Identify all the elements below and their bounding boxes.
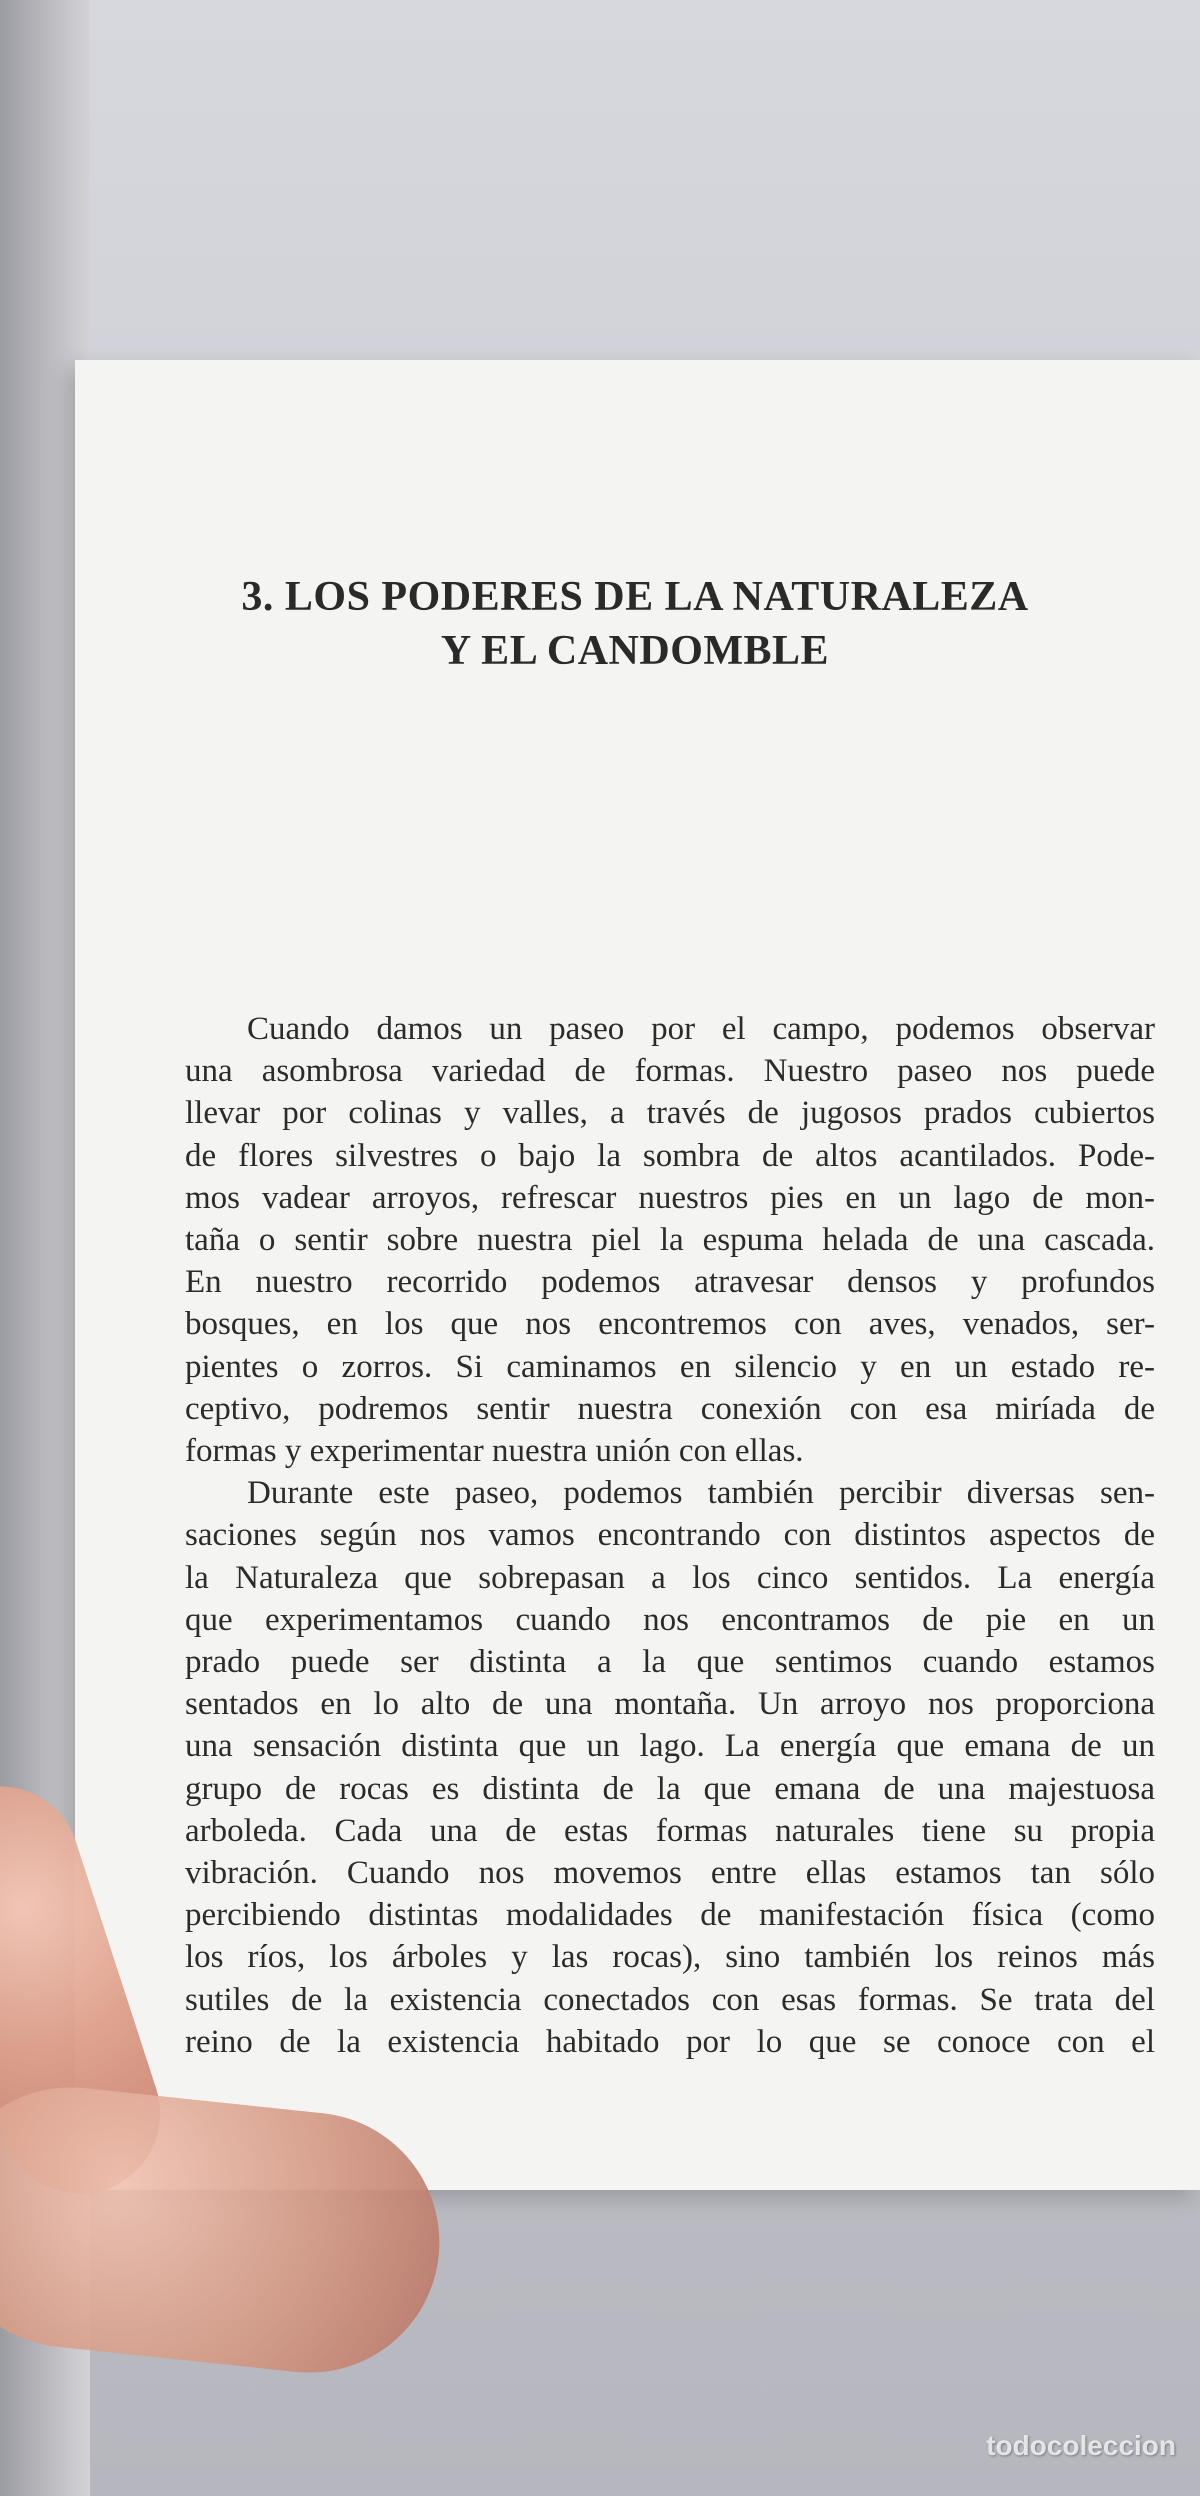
text-line: la Naturaleza que sobrepasan a los cinco sentidos. La energía	[185, 1559, 1155, 1596]
text-line: percibiendo distintas modalidades de manifestación física (como	[185, 1897, 1155, 1934]
text-line: formas y experimentar nuestra unión con ellas.	[185, 1433, 804, 1470]
paragraph-2	[185, 1472, 1155, 2063]
text-line: arboleda. Cada una de estas formas naturales tiene su propia	[185, 1812, 1155, 1849]
text-line: bosques, en los que nos encontremos con aves, venados, ser-	[185, 1306, 1155, 1343]
text-line: taña o sentir sobre nuestra piel la espuma helada de una cascada.	[185, 1222, 1155, 1259]
chapter-title-line-2: Y EL CANDOMBLE	[440, 628, 830, 674]
text-line: ceptivo, podremos sentir nuestra conexión con esa miríada de	[185, 1390, 1155, 1427]
watermark: todocoleccion	[986, 2430, 1176, 2461]
text-line: prado puede ser distinta a la que sentimos cuando estamos	[185, 1644, 1155, 1681]
text-line: pientes o zorros. Si caminamos en silencio y en un estado re-	[185, 1348, 1155, 1385]
text-line: sutiles de la existencia conectados con esas formas. Se trata del	[185, 1981, 1155, 2018]
paragraph-1	[185, 1008, 1155, 1472]
text-line: una sensación distinta que un lago. La energía que emana de un	[185, 1728, 1155, 1765]
text-line: sentados en lo alto de una montaña. Un arroyo nos proporciona	[185, 1686, 1155, 1723]
text-line: reino de la existencia habitado por lo que se conoce con el	[185, 2023, 1155, 2060]
text-line: saciones según nos vamos encontrando con distintos aspectos de	[185, 1517, 1155, 1554]
text-line: Durante este paseo, podemos también percibir diversas sen-	[247, 1475, 1155, 1512]
chapter-title	[185, 570, 1085, 678]
body-text	[185, 1008, 1155, 2063]
text-line: de flores silvestres o bajo la sombra de altos acantilados. Pode-	[185, 1137, 1155, 1174]
text-line: una asombrosa variedad de formas. Nuestro paseo nos puede	[185, 1053, 1155, 1090]
book-page	[75, 360, 1200, 2190]
text-line: vibración. Cuando nos movemos entre ellas estamos tan sólo	[185, 1855, 1155, 1892]
text-line: llevar por colinas y valles, a través de jugosos prados cubiertos	[185, 1095, 1155, 1132]
text-line: que experimentamos cuando nos encontramos de pie en un	[185, 1601, 1155, 1638]
text-line: En nuestro recorrido podemos atravesar densos y profundos	[185, 1264, 1155, 1301]
text-line: mos vadear arroyos, refrescar nuestros pies en un lago de mon-	[185, 1179, 1155, 1216]
text-line: los ríos, los árboles y las rocas), sino también los reinos más	[185, 1939, 1155, 1976]
text-line: grupo de rocas es distinta de la que emana de una majestuosa	[185, 1770, 1155, 1807]
text-line: Cuando damos un paseo por el campo, podemos observar	[247, 1011, 1155, 1047]
chapter-title-line-1: 3. LOS PODERES DE LA NATURALEZA	[241, 574, 1029, 620]
